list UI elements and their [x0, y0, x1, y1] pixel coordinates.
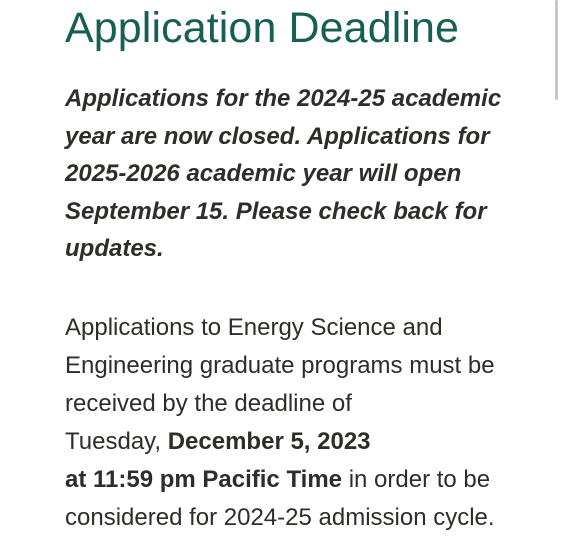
notice-line: 2025-2026 academic year will open [65, 160, 462, 187]
deadline-date: December 5, 2023 [167, 428, 371, 455]
notice-line: September 15. Please check back for [65, 197, 487, 225]
description-line: Applications to Energy Science and [65, 314, 443, 341]
page-title: Application Deadline [65, 4, 460, 52]
closed-notice [65, 80, 535, 268]
scrollbar-thumb[interactable] [555, 0, 558, 100]
description-line: received by the deadline of [65, 390, 352, 417]
notice-line: Applications for the 2024-25 academic [65, 85, 502, 112]
description-line: Engineering graduate programs must be [65, 352, 495, 379]
description-line: considered for 2024-25 admission cycle. [65, 504, 495, 531]
page-scrollbar[interactable] [553, 0, 561, 558]
notice-line: updates. [65, 235, 164, 262]
description-line [65, 423, 545, 461]
deadline-description [65, 309, 545, 537]
deadline-time: at 11:59 pm Pacific Time [65, 466, 343, 493]
description-line [65, 461, 545, 499]
description-text: in order to be [342, 466, 491, 493]
notice-line: year are now closed. Applications for [65, 122, 490, 150]
deadline-day: Tuesday, [65, 428, 168, 455]
